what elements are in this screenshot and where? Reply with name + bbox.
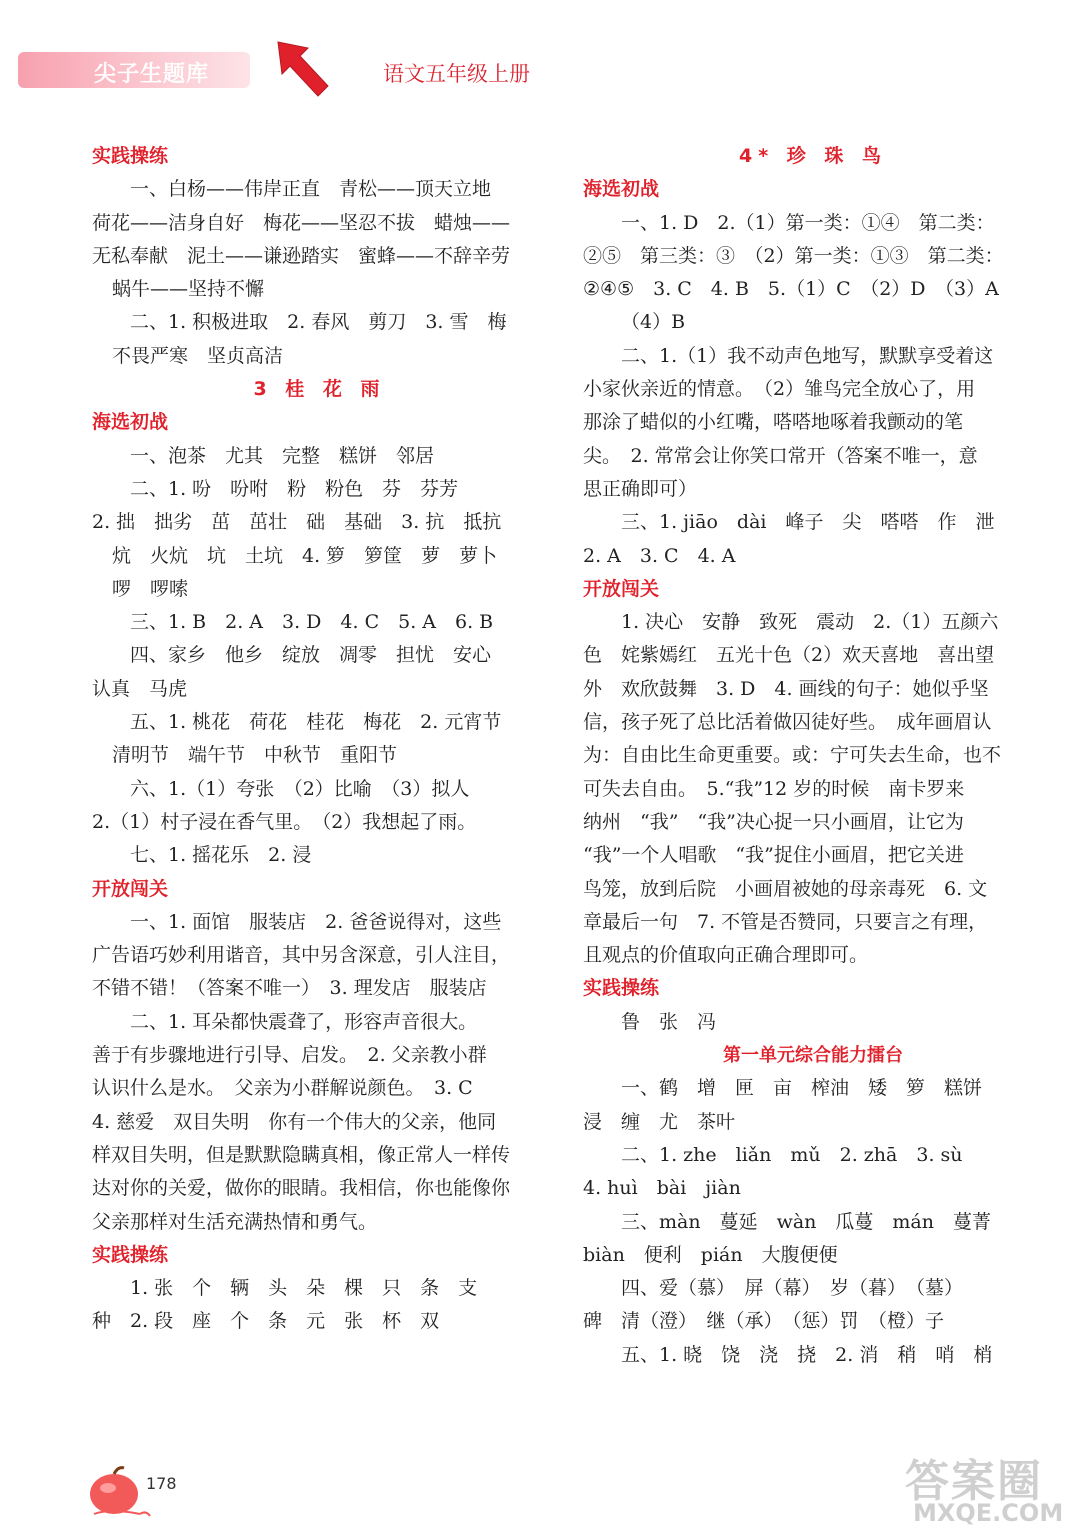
answer-line: 二、1. 吩 吩咐 粉 粉色 芬 芬芳 — [130, 477, 459, 500]
answer-line: 认真 马虎 — [92, 677, 188, 700]
answer-line: 浸 缠 尤 茶叶 — [583, 1110, 736, 1133]
answer-line: 色 姹紫嫣红 五光十色（2）欢天喜地 喜出望 — [583, 644, 995, 667]
answer-line: 一、1. D 2.（1）第一类：①④ 第二类： — [621, 211, 995, 234]
section-heading: 开放闯关 — [583, 577, 660, 600]
watermark-text: 答案圈 — [905, 1456, 1043, 1507]
apple-mascot-icon — [80, 1462, 152, 1522]
answer-line: 二、1. 积极进取 2. 春风 剪刀 3. 雪 梅 — [130, 311, 507, 334]
section-heading: 开放闯关 — [92, 877, 169, 900]
answer-line: 种 2. 段 座 个 条 元 张 杯 双 — [92, 1310, 440, 1333]
left-column — [92, 140, 547, 1339]
answer-line: ②⑤ 第三类：③ （2）第一类：①③ 第二类： — [583, 244, 1004, 267]
answer-line: “我”一个人唱歌 “我”捉住小画眉，把它关进 — [583, 844, 964, 867]
answer-line: 三、1. jiāo dài 峰子 尖 嗒嗒 作 泄 — [621, 511, 995, 534]
answer-line: 可失去自由。 5.“我”12 岁的时候 南卡罗来 — [583, 777, 965, 800]
answer-line: 父亲那样对生活充满热情和勇气。 — [92, 1210, 378, 1233]
answer-line: 二、1. 耳朵都快震聋了，形容声音很大。 — [130, 1010, 478, 1033]
answer-line: 1. 张 个 辆 头 朵 棵 只 条 支 — [130, 1277, 478, 1300]
red-arrow-icon — [272, 38, 332, 98]
answer-line: 认识什么是水。 父亲为小群解说颜色。 3. C — [92, 1077, 473, 1100]
answer-line: 炕 火炕 坑 土坑 4. 箩 箩筐 萝 萝卜 — [112, 544, 498, 567]
book-title: 语文五年级上册 — [383, 62, 530, 86]
answer-line: 二、1. zhe liǎn mǔ 2. zhā 3. sù — [621, 1143, 963, 1166]
answer-line: 三、1. B 2. A 3. D 4. C 5. A 6. B — [130, 611, 494, 634]
answer-line: 五、1. 桃花 荷花 桂花 梅花 2. 元宵节 — [130, 711, 502, 734]
answer-line: 章最后一句 7. 不管是否赞同，只要言之有理， — [583, 910, 988, 933]
answer-line: 啰 啰嗦 — [112, 577, 189, 600]
answer-line: 不畏严寒 坚贞高洁 — [112, 344, 284, 367]
watermark-url: MXQE.COM — [913, 1499, 1064, 1527]
answer-line: 2.（1）村子浸在香气里。 （2）我想起了雨。 — [92, 810, 477, 833]
section-heading: 实践操练 — [583, 977, 660, 1000]
answer-line: 广告语巧妙利用谐音，其中另含深意，引人注目， — [92, 944, 511, 967]
answer-line: 小家伙亲近的情意。 （2）雏鸟完全放心了，用 — [583, 378, 976, 401]
answer-line: 碑 清（澄） 继（承） （惩）罚 （橙）子 — [583, 1310, 945, 1333]
section-heading: 海选初战 — [92, 411, 169, 434]
watermark-logo — [905, 1445, 1075, 1531]
answer-line: （4）B — [621, 311, 686, 334]
answer-line: 一、泡茶 尤其 完整 糕饼 邻居 — [130, 444, 435, 467]
answer-line: 四、爱（慕） 屏（幕） 岁（暮） （墓） — [621, 1277, 964, 1300]
answer-line: biàn 便利 pián 大腹便便 — [583, 1243, 838, 1266]
answer-line: 思正确即可） — [583, 477, 698, 500]
answer-line: 1. 决心 安静 致死 震动 2.（1）五颜六 — [621, 611, 999, 634]
answer-line: 无私奉献 泥土——谦逊踏实 蜜蜂——不辞辛劳 — [92, 244, 511, 267]
answer-line: 2. 拙 拙劣 茁 茁壮 础 基础 3. 抗 抵抗 — [92, 511, 502, 534]
answer-line: 一、1. 面馆 服装店 2. 爸爸说得对，这些 — [130, 910, 502, 933]
header-banner — [18, 52, 250, 88]
answer-line: 荷花——洁身自好 梅花——坚忍不拔 蜡烛—— — [92, 211, 511, 234]
answer-line: 鲁 张 冯 — [621, 1010, 717, 1033]
answer-line: 四、家乡 他乡 绽放 凋零 担忧 安心 — [130, 644, 492, 667]
answer-line: 4. 慈爱 双目失明 你有一个伟大的父亲，他同 — [92, 1110, 497, 1133]
answer-line: 一、鹤 增 匣 亩 榨油 矮 箩 糕饼 — [621, 1077, 983, 1100]
section-heading: 实践操练 — [92, 1243, 169, 1266]
answer-line: 外 欢欣鼓舞 3. D 4. 画线的句子：她似乎坚 — [583, 677, 989, 700]
answer-line: 那涂了蜡似的小红嘴，嗒嗒地啄着我颤动的笔 — [583, 411, 964, 434]
answer-line: 一、白杨——伟岸正直 青松——顶天立地 — [130, 178, 492, 201]
answer-line: 样双目失明，但是默默隐瞒真相，像正常人一样传 — [92, 1143, 511, 1166]
answer-line: 七、1. 摇花乐 2. 浸 — [130, 844, 312, 867]
right-column — [583, 140, 1043, 1372]
page-number: 178 — [146, 1474, 177, 1493]
answer-line: 二、1.（1）我不动声色地写，默默享受着这 — [621, 344, 994, 367]
unit-title: 第一单元综合能力擂台 — [723, 1045, 903, 1067]
lesson-title: 3 桂 花 雨 — [253, 378, 386, 401]
banner-text: 尖子生题库 — [94, 62, 210, 87]
answer-line: 为：自由比生命更重要。或：宁可失去生命，也不 — [583, 744, 1002, 767]
answer-line: 六、1.（1）夸张 （2）比喻 （3）拟人 — [130, 777, 470, 800]
answer-line: 信，孩子死了总比活着做囚徒好些。 成年画眉认 — [583, 711, 992, 734]
answer-line: 达对你的关爱，做你的眼睛。我相信，你也能像你 — [92, 1177, 511, 1200]
answer-line: 2. A 3. C 4. A — [583, 544, 736, 567]
answer-line: 4. huì bài jiàn — [583, 1177, 741, 1200]
answer-line: 清明节 端午节 中秋节 重阳节 — [112, 744, 398, 767]
answer-line: 不错不错！（答案不唯一） 3. 理发店 服装店 — [92, 977, 487, 1000]
answer-line: 善于有步骤地进行引导、启发。 2. 父亲教小群 — [92, 1044, 487, 1067]
section-heading: 海选初战 — [583, 178, 660, 201]
answer-line: 五、1. 晓 饶 浇 挠 2. 消 稍 哨 梢 — [621, 1343, 993, 1366]
answer-line: 三、màn 蔓延 wàn 瓜蔓 mán 蔓菁 — [621, 1210, 991, 1233]
answer-line: 尖。 2. 常常会让你笑口常开（答案不唯一，意 — [583, 444, 978, 467]
lesson-title: 4* 珍 珠 鸟 — [738, 145, 887, 167]
answer-line: 且观点的价值取向正确合理即可。 — [583, 944, 869, 967]
answer-line: 纳州 “我” “我”决心捉一只小画眉，让它为 — [583, 810, 964, 833]
section-heading: 实践操练 — [92, 145, 169, 167]
answer-line: 鸟笼，放到后院 小画眉被她的母亲毒死 6. 文 — [583, 877, 988, 900]
answer-line: 蜗牛——坚持不懈 — [112, 278, 265, 301]
answer-line: ②④⑤ 3. C 4. B 5.（1）C （2）D （3）A — [583, 278, 999, 301]
